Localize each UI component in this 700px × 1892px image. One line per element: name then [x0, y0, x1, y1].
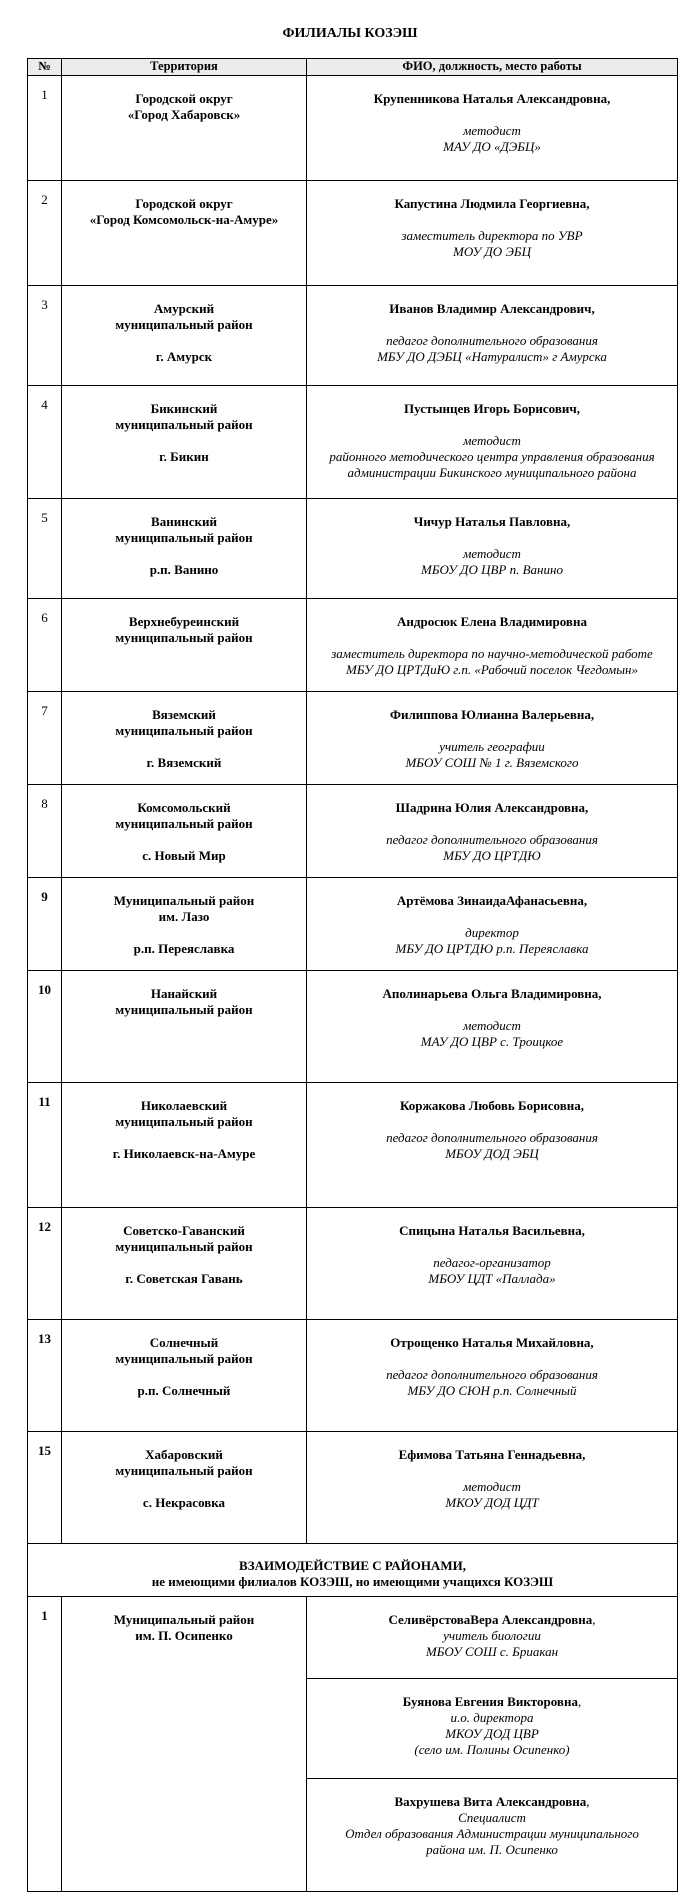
- person-position: и.о. директора: [450, 1710, 534, 1725]
- person-position: учитель биологии: [443, 1628, 541, 1643]
- row-number: 9: [28, 878, 62, 971]
- name-comma: ,: [586, 1794, 590, 1809]
- person-position: директор: [465, 925, 519, 940]
- person-name: Спицына Наталья Васильевна,: [399, 1223, 585, 1238]
- person-name: Пустынцев Игорь Борисович,: [404, 401, 580, 416]
- table-row: [28, 692, 678, 785]
- interaction-body: [28, 1597, 678, 1892]
- row-number: 7: [28, 692, 62, 785]
- table-row: [28, 76, 678, 181]
- territory-line1: Амурский: [153, 301, 215, 316]
- territory-line3: с. Некрасовка: [142, 1495, 226, 1510]
- row-number: 1: [28, 76, 62, 181]
- row-number: 6: [28, 599, 62, 692]
- person-name: Крупенникова Наталья Александровна,: [373, 91, 611, 106]
- person-organization: МБОУ СОШ № 1 г. Вяземского: [405, 755, 579, 770]
- interaction-person-cell: [307, 1779, 678, 1892]
- table-row: [28, 971, 678, 1083]
- person-cell: [307, 499, 678, 599]
- interaction-number: 1: [28, 1597, 62, 1892]
- header-num: №: [28, 59, 62, 76]
- section-heading: [28, 1544, 678, 1597]
- person-name: Отрощенко Наталья Михайловна,: [390, 1335, 594, 1350]
- table-row: [28, 1432, 678, 1544]
- territory-line3: г. Амурск: [155, 349, 213, 364]
- territory-cell: [62, 599, 307, 692]
- section-row: [28, 1544, 678, 1597]
- territory-line1: Муниципальный район: [113, 893, 255, 908]
- territory-cell: [62, 1432, 307, 1544]
- interaction-row: [28, 1597, 678, 1679]
- territory-line2: муниципальный район: [115, 530, 253, 545]
- territory-line2: муниципальный район: [115, 1351, 253, 1366]
- territory-cell: [62, 971, 307, 1083]
- territory-line1: Вяземский: [152, 707, 216, 722]
- territory-line1: Хабаровский: [145, 1447, 223, 1462]
- person-organization: МКОУ ДОД ЦВР: [445, 1726, 539, 1741]
- person-name: Артёмова ЗинаидаАфанасьевна,: [396, 893, 588, 908]
- territory-line2: муниципальный район: [115, 1002, 253, 1017]
- territory-line2: им. Лазо: [158, 909, 210, 924]
- person-cell: [307, 1083, 678, 1208]
- person-organization: МОУ ДО ЭБЦ: [453, 244, 531, 259]
- territory-line1: Муниципальный район: [113, 1612, 255, 1627]
- person-cell: [307, 286, 678, 386]
- person-position: методист: [463, 1018, 521, 1033]
- territory-line2: «Город Хабаровск»: [127, 107, 241, 122]
- territory-line1: Ванинский: [151, 514, 217, 529]
- territory-line1: Нанайский: [150, 986, 218, 1001]
- person-organization: районного методического центра управления образования: [329, 449, 655, 464]
- territory-cell: [62, 1208, 307, 1320]
- person-name: Ефимова Татьяна Геннадьевна,: [398, 1447, 586, 1462]
- person-cell: [307, 785, 678, 878]
- header-territory: Территория: [62, 59, 307, 76]
- person-name: Шадрина Юлия Александровна,: [395, 800, 589, 815]
- person-name: Андросюк Елена Владимировна: [397, 614, 587, 629]
- territory-line1: Комсомольский: [137, 800, 231, 815]
- territory-line1: Советско-Гаванский: [123, 1223, 245, 1238]
- territory-line1: Городской округ: [135, 196, 233, 211]
- territory-line2: им. П. Осипенко: [135, 1628, 233, 1643]
- person-position: методист: [463, 1479, 521, 1494]
- person-name: Иванов Владимир Александрович,: [389, 301, 595, 316]
- person-position: педагог дополнительного образования: [386, 832, 598, 847]
- table-row: [28, 181, 678, 286]
- person-organization: МАУ ДО «ДЭБЦ»: [443, 139, 541, 154]
- person-position: учитель географии: [439, 739, 545, 754]
- territory-line2: муниципальный район: [115, 630, 253, 645]
- territory-cell: [62, 1320, 307, 1432]
- table-row: [28, 599, 678, 692]
- person-name: Филиппова Юлианна Валерьевна,: [389, 707, 595, 722]
- territory-line3: г. Бикин: [159, 449, 209, 464]
- row-number: 15: [28, 1432, 62, 1544]
- person-organization: МБОУ СОШ с. Бриакан: [425, 1644, 559, 1659]
- territory-line3: р.п. Переяславка: [133, 941, 235, 956]
- territory-line2: муниципальный район: [115, 816, 253, 831]
- interaction-person-cell: [307, 1597, 678, 1679]
- person-organization: МБОУ ДОД ЭБЦ: [445, 1146, 539, 1161]
- person-organization: МБОУ ЦДТ «Паллада»: [428, 1271, 556, 1286]
- table-row: [28, 785, 678, 878]
- person-cell: [307, 76, 678, 181]
- table-body: [28, 76, 678, 1544]
- territory-line3: р.п. Ванино: [149, 562, 219, 577]
- territory-cell: [62, 181, 307, 286]
- section-heading-line1: ВЗАИМОДЕЙСТВИЕ С РАЙОНАМИ,: [239, 1558, 466, 1573]
- person-cell: [307, 1208, 678, 1320]
- table-row: [28, 286, 678, 386]
- row-number: 3: [28, 286, 62, 386]
- row-number: 2: [28, 181, 62, 286]
- person-organization: МАУ ДО ЦВР с. Троицкое: [420, 1034, 564, 1049]
- person-organization: Отдел образования Администрации муниципального: [345, 1826, 639, 1841]
- person-position: методист: [463, 546, 521, 561]
- territory-line1: Городской округ: [135, 91, 233, 106]
- person-organization-line2: района им. П. Осипенко: [426, 1842, 558, 1857]
- person-name: СеливёрстоваВера Александровна: [388, 1612, 593, 1627]
- territory-cell: [62, 386, 307, 499]
- territory-cell: [62, 785, 307, 878]
- page-title: ФИЛИАЛЫ КОЗЭШ: [282, 26, 418, 41]
- name-comma: ,: [577, 1694, 582, 1709]
- person-position: педагог дополнительного образования: [386, 1130, 598, 1145]
- person-name: Вахрушева Вита Александровна: [394, 1794, 587, 1809]
- person-organization: МКОУ ДОД ЦДТ: [445, 1495, 539, 1510]
- branches-table: [27, 58, 678, 1892]
- territory-line1: Николаевский: [140, 1098, 228, 1113]
- territory-line2: «Город Комсомольск-на-Амуре»: [89, 212, 279, 227]
- territory-cell: [62, 878, 307, 971]
- table-row: [28, 499, 678, 599]
- person-name: Буянова Евгения Викторовна: [402, 1694, 578, 1709]
- row-number: 10: [28, 971, 62, 1083]
- territory-line1: Верхнебуреинский: [128, 614, 240, 629]
- territory-cell: [62, 286, 307, 386]
- person-organization: МБУ ДО ДЭБЦ «Натуралист» г Амурска: [377, 349, 607, 364]
- person-name: Аполинарьева Ольга Владимировна,: [382, 986, 602, 1001]
- person-position: заместитель директора по научно-методической работе: [331, 646, 653, 661]
- person-cell: [307, 386, 678, 499]
- row-number: 8: [28, 785, 62, 878]
- header-fio: ФИО, должность, место работы: [307, 59, 678, 76]
- table-row: [28, 386, 678, 499]
- table-row: [28, 1320, 678, 1432]
- person-position: педагог дополнительного образования: [386, 1367, 598, 1382]
- territory-line1: Солнечный: [149, 1335, 219, 1350]
- section-heading-line2: не имеющими филиалов КОЗЭШ, но имеющими учащихся КОЗЭШ: [151, 1574, 554, 1589]
- row-number: 11: [28, 1083, 62, 1208]
- interaction-person-cell: [307, 1679, 678, 1779]
- table-row: [28, 878, 678, 971]
- person-cell: [307, 878, 678, 971]
- person-name: Чичур Наталья Павловна,: [413, 514, 571, 529]
- territory-line3: р.п. Солнечный: [137, 1383, 231, 1398]
- territory-line2: муниципальный район: [115, 417, 253, 432]
- table-row: [28, 1208, 678, 1320]
- territory-line2: муниципальный район: [115, 1463, 253, 1478]
- person-name: Капустина Людмила Георгиевна,: [394, 196, 590, 211]
- person-position: методист: [463, 433, 521, 448]
- person-cell: [307, 1432, 678, 1544]
- territory-cell: [62, 1083, 307, 1208]
- person-position: Специалист: [458, 1810, 526, 1825]
- territory-line2: муниципальный район: [115, 1239, 253, 1254]
- row-number: 13: [28, 1320, 62, 1432]
- territory-cell: [62, 692, 307, 785]
- territory-cell: [62, 76, 307, 181]
- person-organization: МБУ ДО ЦРТДиЮ г.п. «Рабочий поселок Чегдомын»: [346, 662, 638, 677]
- territory-line3: г. Вяземский: [146, 755, 222, 770]
- row-number: 12: [28, 1208, 62, 1320]
- person-position: педагог дополнительного образования: [386, 333, 598, 348]
- person-cell: [307, 692, 678, 785]
- territory-line1: Бикинский: [150, 401, 218, 416]
- row-number: 4: [28, 386, 62, 499]
- person-name: Коржакова Любовь Борисовна,: [400, 1098, 584, 1113]
- interaction-territory: [62, 1597, 307, 1892]
- name-comma: ,: [592, 1612, 596, 1627]
- territory-line2: муниципальный район: [115, 1114, 253, 1129]
- person-position: заместитель директора по УВР: [401, 228, 583, 243]
- person-organization: МБУ ДО ЦРТДЮ: [443, 848, 541, 863]
- person-cell: [307, 181, 678, 286]
- person-position: педагог-организатор: [433, 1255, 551, 1270]
- table-row: [28, 1083, 678, 1208]
- person-cell: [307, 1320, 678, 1432]
- row-number: 5: [28, 499, 62, 599]
- territory-line3: с. Новый Мир: [142, 848, 226, 863]
- territory-line2: муниципальный район: [115, 723, 253, 738]
- territory-line3: г. Николаевск-на-Амуре: [112, 1146, 256, 1161]
- person-position: методист: [463, 123, 521, 138]
- territory-cell: [62, 499, 307, 599]
- person-cell: [307, 971, 678, 1083]
- person-organization: МБУ ДО ЦРТДЮ р.п. Переяславка: [395, 941, 589, 956]
- person-cell: [307, 599, 678, 692]
- territory-line3: г. Советская Гавань: [125, 1271, 243, 1286]
- person-organization: МБОУ ДО ЦВР п. Ванино: [421, 562, 563, 577]
- person-organization-line2: администрации Бикинского муниципального района: [347, 465, 637, 480]
- table-header-row: [28, 59, 678, 76]
- person-organization-line2: (село им. Полины Осипенко): [414, 1742, 570, 1757]
- territory-line2: муниципальный район: [115, 317, 253, 332]
- person-organization: МБУ ДО СЮН р.п. Солнечный: [407, 1383, 577, 1398]
